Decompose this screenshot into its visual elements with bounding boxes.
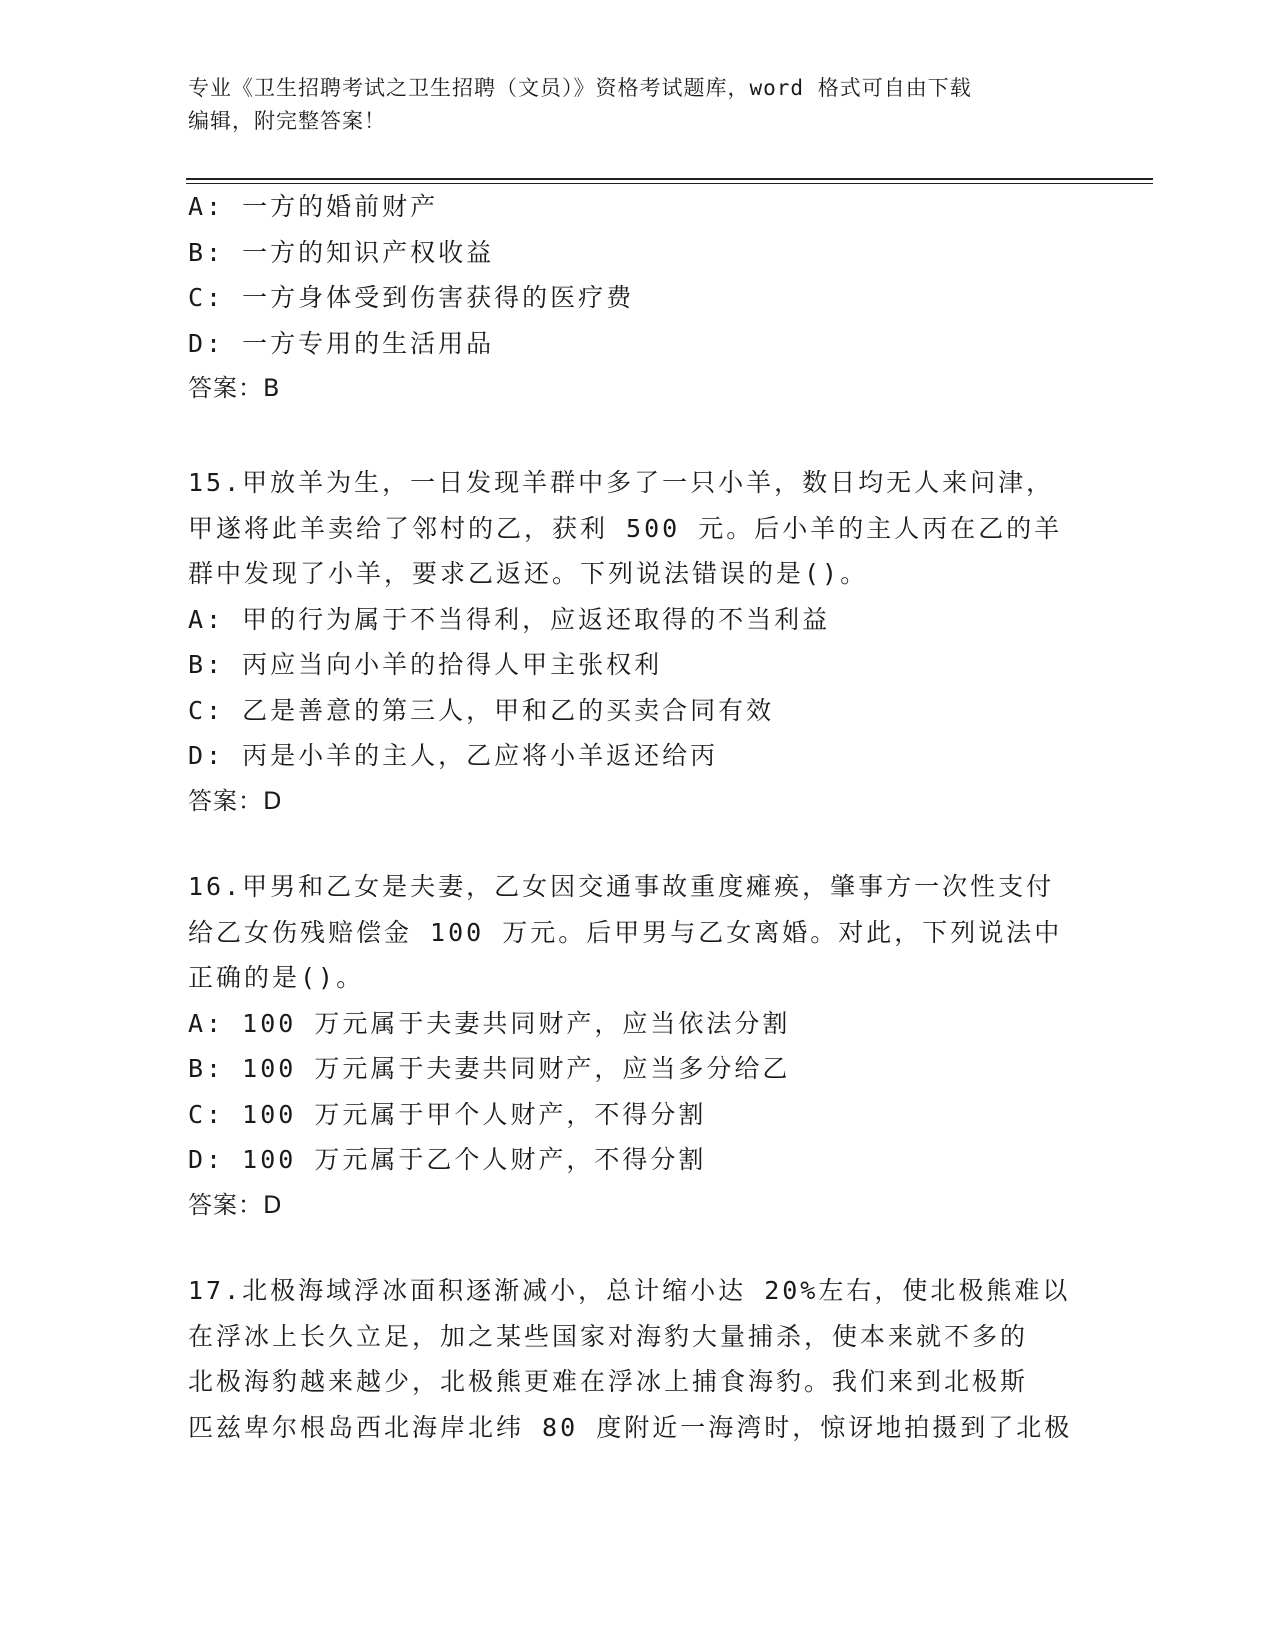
question-16 — [188, 864, 1088, 1228]
question-stem-line: 16.甲男和乙女是夫妻，乙女因交通事故重度瘫痪，肇事方一次性支付 — [188, 872, 1055, 901]
question-stem-line: 17.北极海域浮冰面积逐渐减小，总计缩小达 20%左右，使北极熊难以 — [188, 1276, 1071, 1305]
option-b: B: 丙应当向小羊的拾得人甲主张权利 — [188, 650, 663, 679]
option-b: B: 一方的知识产权收益 — [188, 237, 495, 267]
header-line-1: 专业《卫生招聘考试之卫生招聘（文员）》资格考试题库，word 格式可自由下载 — [188, 76, 972, 100]
option-d: D: 一方专用的生活用品 — [188, 328, 495, 358]
option-a: A: 甲的行为属于不当得利，应返还取得的不当利益 — [188, 604, 831, 634]
question-17 — [188, 1268, 1088, 1450]
option-d: D: 100 万元属于乙个人财产，不得分割 — [188, 1145, 707, 1174]
answer: 答案：B — [188, 374, 281, 402]
question-stem-line: 给乙女伤残赔偿金 100 万元。后甲男与乙女离婚。对此，下列说法中 — [188, 917, 1063, 947]
option-a: A: 一方的婚前财产 — [188, 192, 439, 221]
option-c: C: 乙是善意的第三人，甲和乙的买卖合同有效 — [188, 695, 775, 725]
question-stem-line: 北极海豹越来越少，北极熊更难在浮冰上捕食海豹。我们来到北极斯 — [188, 1367, 1029, 1396]
option-c: C: 一方身体受到伤害获得的医疗费 — [188, 283, 635, 312]
document-header — [188, 72, 1088, 138]
question-stem-line: 在浮冰上长久立足，加之某些国家对海豹大量捕杀，使本来就不多的 — [188, 1321, 1029, 1351]
question-stem-line: 甲遂将此羊卖给了邻村的乙，获利 500 元。后小羊的主人丙在乙的羊 — [188, 513, 1063, 543]
question-stem-line: 匹兹卑尔根岛西北海岸北纬 80 度附近一海湾时，惊讶地拍摄到了北极 — [188, 1412, 1073, 1442]
option-b: B: 100 万元属于夫妻共同财产，应当多分给乙 — [188, 1054, 791, 1083]
question-stem-line: 群中发现了小羊，要求乙返还。下列说法错误的是()。 — [188, 559, 869, 588]
question-15 — [188, 460, 1088, 824]
option-c: C: 100 万元属于甲个人财产，不得分割 — [188, 1099, 707, 1129]
question-stem-line: 15.甲放羊为生，一日发现羊群中多了一只小羊，数日均无人来问津， — [188, 468, 1055, 497]
option-d: D: 丙是小羊的主人，乙应将小羊返还给丙 — [188, 741, 719, 770]
question-14-options — [188, 184, 1088, 412]
option-a: A: 100 万元属于夫妻共同财产，应当依法分割 — [188, 1008, 791, 1038]
question-stem-line: 正确的是()。 — [188, 963, 365, 992]
answer: 答案：D — [188, 1190, 283, 1219]
header-line-2: 编辑，附完整答案！ — [188, 109, 386, 133]
header-divider-thick — [186, 178, 1153, 180]
answer: 答案：D — [188, 786, 283, 815]
